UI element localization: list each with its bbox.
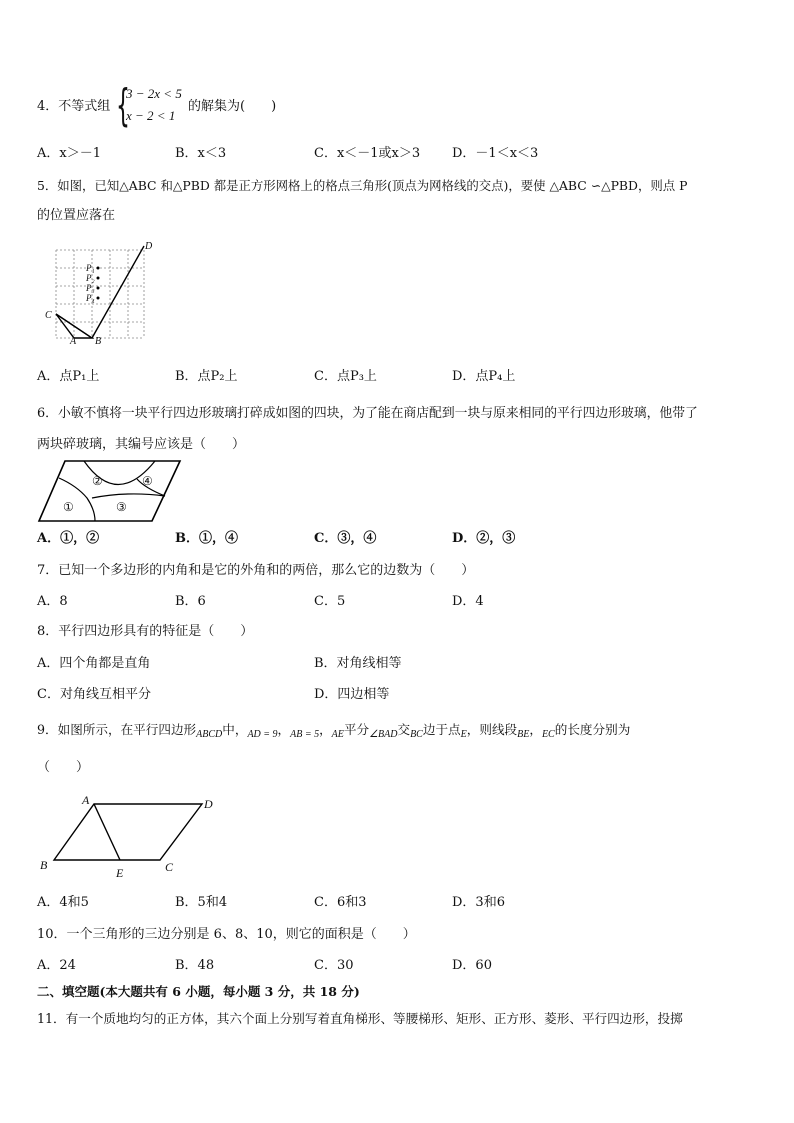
q9-math-ae: AE [331,729,344,740]
q9-option-c: C．6和3 [314,895,367,910]
q9-label-e: E [116,866,124,880]
q9-math-ec: EC [541,729,555,740]
q7-option-d: D．4 [452,594,484,609]
q9-text-8: ，则线段 [466,722,518,737]
q5-label-p1: P₁ [86,263,95,273]
q9-option-a: A．4和5 [37,895,89,910]
q6-line2: 两块碎玻璃，其编号应该是（ ） [37,437,246,452]
q6-option-a: A．①，② [37,531,100,546]
q10-option-c: C．30 [314,958,354,973]
q9-label-b: B [40,858,48,872]
q5-line1: 5．如图，已知△ABC 和△PBD 都是正方形网格上的格点三角形(顶点为网格线的交点)，要使 △ABC ∽△PBD，则点 P [37,178,688,193]
q9-text-9: ， [529,722,542,737]
q9-text-6: 交 [397,722,411,737]
q4-option-c: C．x＜－1或x＞3 [314,146,421,161]
q9-text-5: 平分 [343,722,370,737]
q8-option-a: A．四个角都是直角 [37,656,151,671]
q9-text-4: ， [319,722,332,737]
q5-option-b: B．点P₂上 [175,369,238,384]
q9-math-abcd: ABCD [196,729,223,740]
q9-text-7: 边于点 [422,722,461,737]
q10-option-d: D．60 [452,958,492,973]
q4-option-a: A．x＞－1 [37,146,101,161]
q6-option-c: C．③，④ [314,531,377,546]
q5-option-a: A．点P₁上 [37,369,100,384]
q6-option-d: D．②，③ [452,531,516,546]
q5-label-p3: P₃ [86,283,95,293]
q8-line1: 8．平行四边形具有的特征是（ ） [37,624,254,639]
q9-math-ad: AD = 9 [247,729,278,740]
q10-option-a: A．24 [37,958,76,973]
q4-option-b: B．x＜3 [175,146,227,161]
q9-math-e: E [460,729,467,740]
q9-text-1: 9．如图所示，在平行四边形 [37,722,197,737]
q4-system-line1: 3 − 2x < 5 [126,86,182,101]
q6-broken-glass-figure [37,458,183,524]
q7-option-b: B．6 [175,594,206,609]
q9-math-be: BE [517,729,530,740]
q9-line1 [37,721,630,741]
q6-option-b: B．①，④ [175,531,238,546]
q6-line1: 6．小敏不慎将一块平行四边形玻璃打碎成如图的四块，为了能在商店配到一块与原来相同的平行四边形玻璃，他带了 [37,406,698,421]
q5-option-c: C．点P₃上 [314,369,377,384]
q7-option-a: A．8 [37,594,68,609]
q7-option-c: C．5 [314,594,346,609]
q5-grid-figure [44,238,156,348]
q7-line1: 7．已知一个多边形的内角和是它的外角和的两倍，那么它的边数为（ ） [37,563,475,578]
brace-icon: { [116,80,130,131]
q5-label-p4: P₄ [86,293,95,303]
q5-label-d: D [145,241,153,252]
q9-text-2: 中， [222,722,248,737]
q5-label-c: C [45,310,52,321]
q4-inequality-system [116,80,196,131]
q10-line1: 10．一个三角形的三边分别是 6、8、10，则它的面积是（ ） [37,927,416,942]
q9-line2: （ ） [37,760,90,775]
q6-piece-2-label: ② [92,474,103,488]
q5-label-a: A [70,336,77,347]
q10-option-b: B．48 [175,958,215,973]
q5-label-p2: P₂ [86,273,95,283]
q9-math-angle: ∠BAD [369,729,398,740]
q8-option-d: D．四边相等 [314,687,390,702]
q9-label-d: D [204,797,213,811]
q9-option-b: B．5和4 [175,895,228,910]
section2-heading: 二、填空题(本大题共有 6 小题，每小题 3 分，共 18 分) [37,984,360,999]
q9-label-c: C [165,860,174,874]
q4-prefix: 4．不等式组 [37,99,111,114]
q9-parallelogram-figure [50,800,210,866]
q9-math-bc: BC [410,729,423,740]
q9-option-d: D．3和6 [452,895,505,910]
q8-option-c: C．对角线互相平分 [37,687,151,702]
q9-text-3: ， [277,722,291,737]
q4-option-d: D．－1＜x＜3 [452,146,539,161]
q5-label-b: B [95,336,102,347]
q6-piece-1-label: ① [63,500,74,514]
q5-line2: 的位置应落在 [37,208,116,223]
q9-label-a: A [82,793,90,807]
q4-suffix: 的解集为( ) [188,99,277,114]
q6-piece-4-label: ④ [142,474,153,488]
q5-option-d: D．点P₄上 [452,369,516,384]
q4-system-line2: x − 2 < 1 [126,108,176,123]
q9-math-ab: AB = 5 [290,729,320,740]
q6-piece-3-label: ③ [116,500,127,514]
q8-option-b: B．对角线相等 [314,656,402,671]
q9-text-10: 的长度分别为 [554,722,631,737]
q11-line1: 11．有一个质地均匀的正方体，其六个面上分别写着直角梯形、等腰梯形、矩形、正方形、菱形、平行四边形，投掷 [37,1011,683,1026]
